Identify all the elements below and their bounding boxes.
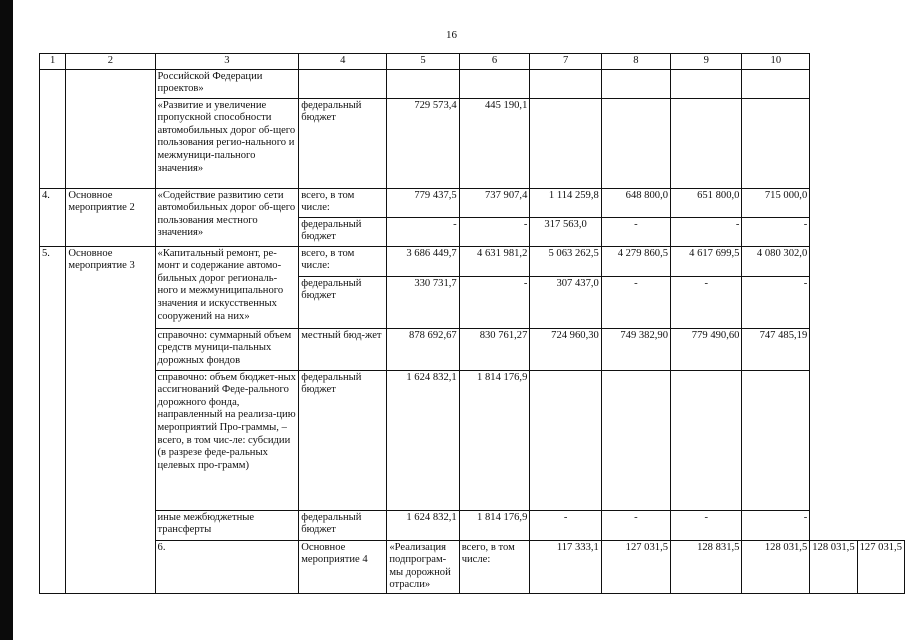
value-cell: 779 437,5 bbox=[387, 188, 459, 217]
description-cell: «Капитальный ремонт, ре-монт и содержание автомо-бильных дорог региональ-ного и межмуниципального значения и искусственных сооружений на них» bbox=[155, 246, 299, 328]
description-cell: «Реализация подпрограм-мы дорожной отрасли» bbox=[387, 540, 459, 593]
description-cell: справочно: суммарный объем средств муници-пальных дорожных фондов bbox=[155, 328, 299, 370]
value-cell: 729 573,4 bbox=[387, 98, 459, 188]
value-cell: 651 800,0 bbox=[671, 188, 742, 217]
value-cell: 317 563,0 bbox=[530, 217, 601, 246]
table-row bbox=[40, 328, 905, 370]
header-cell: 1 bbox=[40, 54, 66, 70]
source-cell: федеральный бюджет bbox=[299, 217, 387, 246]
source-cell: всего, в том числе: bbox=[299, 246, 387, 276]
value-cell: 4 279 860,5 bbox=[601, 246, 670, 276]
value-cell: 128 031,5 bbox=[742, 540, 810, 593]
value-cell bbox=[671, 370, 742, 510]
event-name-cell bbox=[66, 69, 155, 188]
header-cell: 9 bbox=[671, 54, 742, 70]
value-cell: 715 000,0 bbox=[742, 188, 810, 217]
value-cell bbox=[530, 370, 601, 510]
description-cell: справочно: объем бюджет-ных ассигнований Феде-рального дорожного фонда, направленный на реализа-цию мероприятий Про-граммы, – всего, в том чис-ле: субсидии (в разрезе феде-ральных целевых про-грамм) bbox=[155, 370, 299, 510]
value-cell bbox=[742, 98, 810, 188]
scan-edge bbox=[0, 0, 13, 640]
value-cell bbox=[601, 69, 670, 98]
value-cell: 4 080 302,0 bbox=[742, 246, 810, 276]
row-number-cell: 5. bbox=[40, 246, 66, 593]
value-cell: 127 031,5 bbox=[601, 540, 670, 593]
value-cell: 1 624 832,1 bbox=[387, 370, 459, 510]
value-cell: 1 114 259,8 bbox=[530, 188, 601, 217]
value-cell: 878 692,67 bbox=[387, 328, 459, 370]
source-cell: федеральный бюджет bbox=[299, 370, 387, 510]
header-cell: 10 bbox=[742, 54, 810, 70]
value-cell: - bbox=[530, 510, 601, 540]
table-row bbox=[40, 540, 905, 593]
value-cell bbox=[601, 98, 670, 188]
table-row bbox=[40, 188, 905, 217]
value-cell: 1 624 832,1 bbox=[387, 510, 459, 540]
source-cell: всего, в том числе: bbox=[459, 540, 530, 593]
value-cell: - bbox=[671, 217, 742, 246]
value-cell: - bbox=[601, 510, 670, 540]
table-row bbox=[40, 69, 905, 98]
value-cell: - bbox=[601, 276, 670, 328]
value-cell: 747 485,19 bbox=[742, 328, 810, 370]
header-cell: 4 bbox=[299, 54, 387, 70]
header-row bbox=[40, 54, 905, 70]
table-row bbox=[40, 370, 905, 510]
source-cell: федеральный бюджет bbox=[299, 510, 387, 540]
value-cell: 5 063 262,5 bbox=[530, 246, 601, 276]
table-row bbox=[40, 98, 905, 188]
source-cell: местный бюд-жет bbox=[299, 328, 387, 370]
value-cell: 128 031,5 bbox=[810, 540, 857, 593]
value-cell: - bbox=[671, 510, 742, 540]
page-number: 16 bbox=[446, 29, 457, 41]
row-number-cell: 6. bbox=[155, 540, 299, 593]
value-cell: 330 731,7 bbox=[387, 276, 459, 328]
value-cell: - bbox=[601, 217, 670, 246]
value-cell: - bbox=[459, 217, 530, 246]
value-cell bbox=[387, 69, 459, 98]
description-cell: иные межбюджетные трансферты bbox=[155, 510, 299, 540]
value-cell: 830 761,27 bbox=[459, 328, 530, 370]
event-name-cell: Основное мероприятие 3 bbox=[66, 246, 155, 593]
value-cell: 127 031,5 bbox=[857, 540, 904, 593]
value-cell: - bbox=[459, 276, 530, 328]
table-row bbox=[40, 246, 905, 276]
value-cell: - bbox=[742, 276, 810, 328]
value-cell: - bbox=[742, 510, 810, 540]
value-cell: 737 907,4 bbox=[459, 188, 530, 217]
header-cell: 3 bbox=[155, 54, 299, 70]
value-cell: 749 382,90 bbox=[601, 328, 670, 370]
event-name-cell: Основное мероприятие 4 bbox=[299, 540, 387, 593]
value-cell bbox=[530, 69, 601, 98]
source-cell: федеральный бюджет bbox=[299, 276, 387, 328]
table-row bbox=[40, 510, 905, 540]
header-cell: 8 bbox=[601, 54, 670, 70]
value-cell: - bbox=[742, 217, 810, 246]
value-cell bbox=[671, 98, 742, 188]
value-cell: 4 631 981,2 bbox=[459, 246, 530, 276]
value-cell: - bbox=[671, 276, 742, 328]
value-cell bbox=[742, 69, 810, 98]
row-number-cell bbox=[40, 69, 66, 188]
value-cell bbox=[530, 98, 601, 188]
header-cell: 6 bbox=[459, 54, 530, 70]
header-cell: 5 bbox=[387, 54, 459, 70]
description-cell: «Содействие развитию сети автомобильных дорог об-щего пользования местного значения» bbox=[155, 188, 299, 246]
value-cell: 779 490,60 bbox=[671, 328, 742, 370]
value-cell: 307 437,0 bbox=[530, 276, 601, 328]
value-cell: 128 831,5 bbox=[671, 540, 742, 593]
event-name-cell: Основное мероприятие 2 bbox=[66, 188, 155, 246]
value-cell bbox=[459, 69, 530, 98]
source-cell bbox=[299, 69, 387, 98]
value-cell: 3 686 449,7 bbox=[387, 246, 459, 276]
value-cell: 1 814 176,9 bbox=[459, 510, 530, 540]
value-cell: - bbox=[387, 217, 459, 246]
source-cell: всего, в том числе: bbox=[299, 188, 387, 217]
value-cell: 4 617 699,5 bbox=[671, 246, 742, 276]
value-cell: 648 800,0 bbox=[601, 188, 670, 217]
value-cell bbox=[742, 370, 810, 510]
header-cell: 7 bbox=[530, 54, 601, 70]
value-cell: 445 190,1 bbox=[459, 98, 530, 188]
row-number-cell: 4. bbox=[40, 188, 66, 246]
value-cell bbox=[601, 370, 670, 510]
value-cell: 1 814 176,9 bbox=[459, 370, 530, 510]
header-cell: 2 bbox=[66, 54, 155, 70]
value-cell: 117 333,1 bbox=[530, 540, 601, 593]
program-table bbox=[39, 53, 905, 594]
source-cell: федеральный бюджет bbox=[299, 98, 387, 188]
description-cell: Российской Федерации проектов» bbox=[155, 69, 299, 98]
description-cell: «Развитие и увеличение пропускной способности автомобильных дорог об-щего пользования регио-нального и межмуници-пального значения» bbox=[155, 98, 299, 188]
value-cell: 724 960,30 bbox=[530, 328, 601, 370]
value-cell bbox=[671, 69, 742, 98]
